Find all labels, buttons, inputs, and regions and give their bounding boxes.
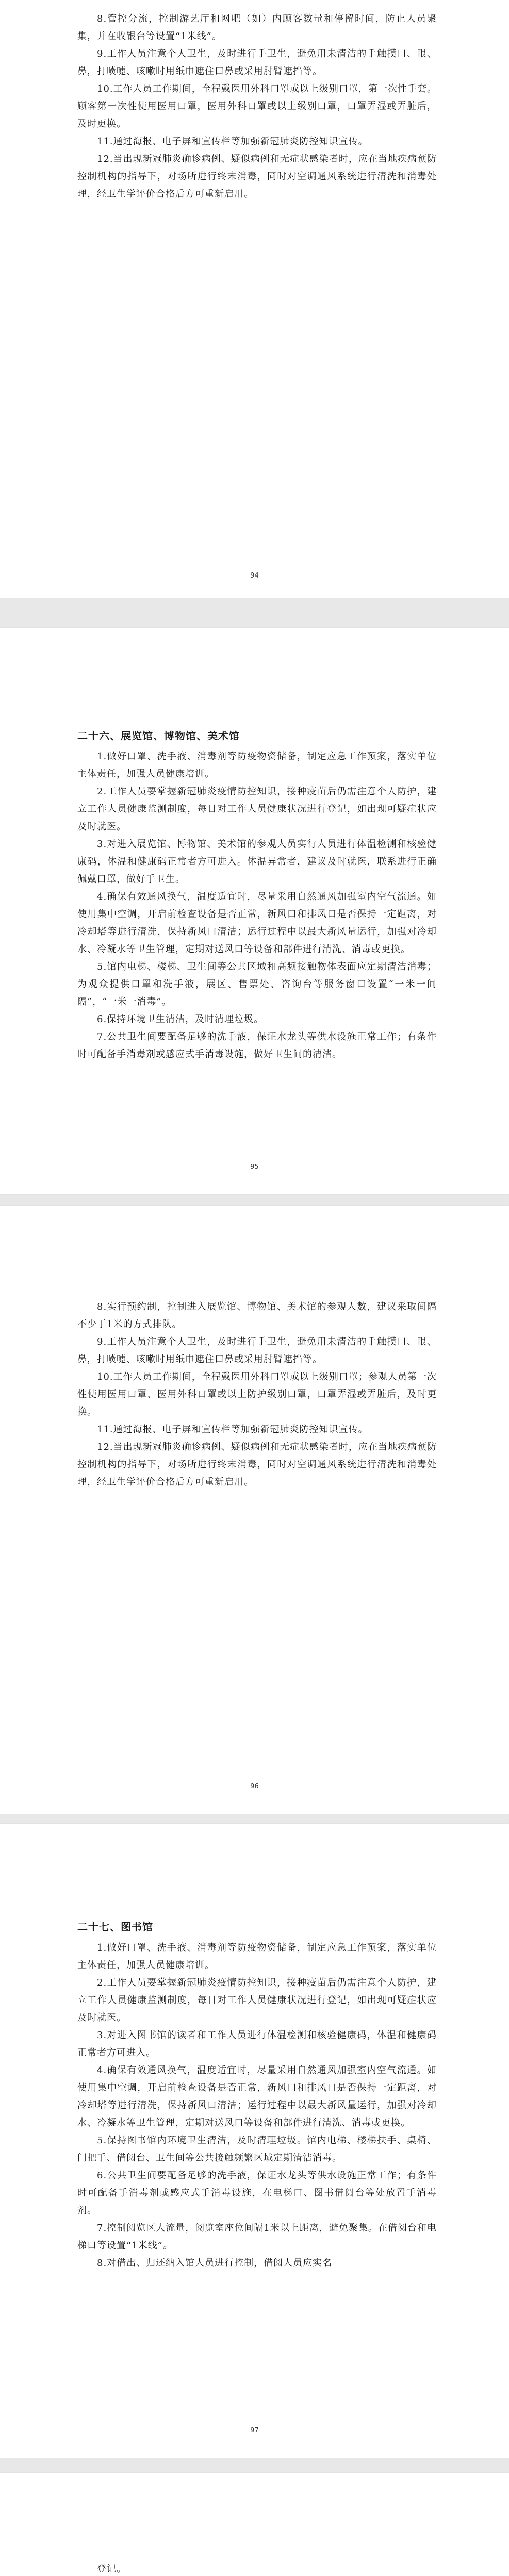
paragraph: 5.馆内电梯、楼梯、卫生间等公共区域和高频接触物体表面应定期清洁消毒；为观众提供口罩和洗手液，展区、售票处、咨询台等服务窗口设置“一米一间隔”，“一米一消毒”。 bbox=[77, 961, 437, 1007]
page-number: 94 bbox=[250, 572, 259, 580]
paragraph: 2.工作人员要掌握新冠肺炎疫情防控知识，接种疫苗后仍需注意个人防护，建立工作人员健康监测制度，每日对工作人员健康状况进行登记，如出现可疑症状应及时就医。 bbox=[77, 1977, 437, 2023]
paragraph: 1.做好口罩、洗手液、消毒剂等防疫物资储备，制定应急工作预案，落实单位主体责任，加强人员健康培训。 bbox=[77, 1942, 437, 1971]
paragraph: 1.做好口罩、洗手液、消毒剂等防疫物资储备，制定应急工作预案，落实单位主体责任，加强人员健康培训。 bbox=[77, 751, 437, 779]
paragraph: 5.保持图书馆内环境卫生清洁，及时清理垃圾。馆内电梯、楼梯扶手、桌椅、门把手、借阅台、卫生间等公共接触频繁区域定期清洁消毒。 bbox=[77, 2135, 437, 2163]
page-body bbox=[77, 2561, 437, 2576]
page-number: 96 bbox=[250, 1783, 259, 1790]
page-body bbox=[77, 10, 437, 203]
paragraph: 4.确保有效通风换气，温度适宜时，尽量采用自然通风加强室内空气流通。如使用集中空调，开启前检查设备是否正常，新风口和排风口是否保持一定距离，对冷却塔等进行清洗，保持新风口清洁；运行过程中以最大新风量运行，加强对冷却水、冷凝水等卫生管理，定期对送风口等设备和部件进行清洗、消毒或更换。 bbox=[77, 891, 437, 955]
paragraph: 4.确保有效通风换气，温度适宜时，尽量采用自然通风加强室内空气流通。如使用集中空调，开启前检查设备是否正常，新风口和排风口是否保持一定距离，对冷却塔等进行清洗，保持新风口清洁；运行过程中以最大新风量运行，加强对冷却水、冷凝水等卫生管理，定期对送风口等设备和部件进行清洗、消毒或更换。 bbox=[77, 2065, 437, 2128]
paragraph: 登记。 bbox=[97, 2564, 126, 2574]
page-number: 95 bbox=[250, 1163, 259, 1171]
paragraph: 8.对借出、归还纳入馆人员进行控制，借阅人员应实名 bbox=[97, 2258, 333, 2268]
paragraph: 3.对进入展览馆、博物馆、美术馆的参观人员实行人员进行体温检测和核验健康码，体温和健康码正常者方可进入。体温异常者，建议及时就医，联系进行正确佩戴口罩，做好手卫生。 bbox=[77, 839, 437, 885]
page-number: 97 bbox=[250, 2427, 259, 2434]
document-page bbox=[0, 2473, 509, 2576]
paragraph: 11.通过海报、电子屏和宣传栏等加强新冠肺炎防控知识宣传。 bbox=[97, 1424, 368, 1435]
paragraph: 8.管控分流，控制游艺厅和网吧（如）内顾客数量和停留时间，防止人员聚集，并在收银台等设置“1米线”。 bbox=[77, 13, 437, 42]
paragraph: 9.工作人员注意个人卫生，及时进行手卫生，避免用未清洁的手触摸口、眼、鼻，打喷嚏、咳嗽时用纸巾遮住口鼻或采用肘臂遮挡等。 bbox=[77, 1336, 437, 1365]
paragraph: 9.工作人员注意个人卫生，及时进行手卫生，避免用未清洁的手触摸口、眼、鼻，打喷嚏、咳嗽时用纸巾遮住口鼻或采用肘臂遮挡等。 bbox=[77, 48, 437, 77]
paragraph: 2.工作人员要掌握新冠肺炎疫情防控知识，接种疫苗后仍需注意个人防护，建立工作人员健康监测制度，每日对工作人员健康状况进行登记，如出现可疑症状应及时就医。 bbox=[77, 786, 437, 832]
paragraph: 11.通过海报、电子屏和宣传栏等加强新冠肺炎防控知识宣传。 bbox=[97, 136, 368, 147]
document-page bbox=[0, 1824, 509, 2458]
paragraph: 7.控制阅览区人流量，阅览室座位间隔1米以上距离，避免聚集。在借阅台和电梯口等设置“1米线”。 bbox=[77, 2223, 437, 2251]
section-heading: 二十七、图书馆 bbox=[77, 1921, 153, 1933]
page-body bbox=[77, 1298, 437, 1491]
page-body bbox=[77, 1917, 437, 2272]
paragraph: 12.当出现新冠肺炎确诊病例、疑似病例和无症状感染者时，应在当地疾病预防控制机构的指导下，对场所进行终末消毒，同时对空调通风系统进行清洗和消毒处理，经卫生学评价合格后方可重新启用。 bbox=[77, 1442, 437, 1487]
page-body bbox=[77, 725, 437, 1063]
document-page bbox=[0, 0, 509, 598]
document-page bbox=[0, 1206, 509, 1814]
paragraph: 12.当出现新冠肺炎确诊病例、疑似病例和无症状感染者时，应在当地疾病预防控制机构的指导下，对场所进行终末消毒，同时对空调通风系统进行清洗和消毒处理，经卫生学评价合格后方可重新启用。 bbox=[77, 154, 437, 199]
paragraph: 7.公共卫生间要配备足够的洗手液，保证水龙头等供水设施正常工作；有条件时可配备手消毒剂或感应式手消毒设施，做好卫生间的清洁。 bbox=[77, 1031, 437, 1060]
paragraph: 10.工作人员工作期间，全程戴医用外科口罩或以上级别口罩，第一次性手套。顾客第一次性使用医用口罩，医用外科口罩或以上级别口罩，口罩弄湿或弄脏后，及时更换。 bbox=[77, 83, 437, 129]
paragraph: 6.公共卫生间要配备足够的洗手液，保证水龙头等供水设施正常工作；有条件时可配备手消毒剂或感应式手消毒设施，在电梯口、图书借阅台等处放置手消毒剂。 bbox=[77, 2170, 437, 2216]
document-page bbox=[0, 628, 509, 1194]
paragraph: 3.对进入图书馆的读者和工作人员进行体温检测和核验健康码，体温和健康码正常者方可进入。 bbox=[77, 2030, 437, 2058]
paragraph: 6.保持环境卫生清洁，及时清理垃圾。 bbox=[97, 1014, 264, 1025]
paragraph: 10.工作人员工作期间，全程戴医用外科口罩或以上级别口罩；参观人员第一次性使用医用口罩、医用外科口罩或以上防护级别口罩，口罩弄湿或弄脏后，及时更换。 bbox=[77, 1371, 437, 1417]
paragraph: 8.实行预约制，控制进入展览馆、博物馆、美术馆的参观人数，建议采取间隔不少于1米的方式排队。 bbox=[77, 1301, 437, 1330]
section-heading: 二十六、展览馆、博物馆、美术馆 bbox=[77, 730, 240, 742]
